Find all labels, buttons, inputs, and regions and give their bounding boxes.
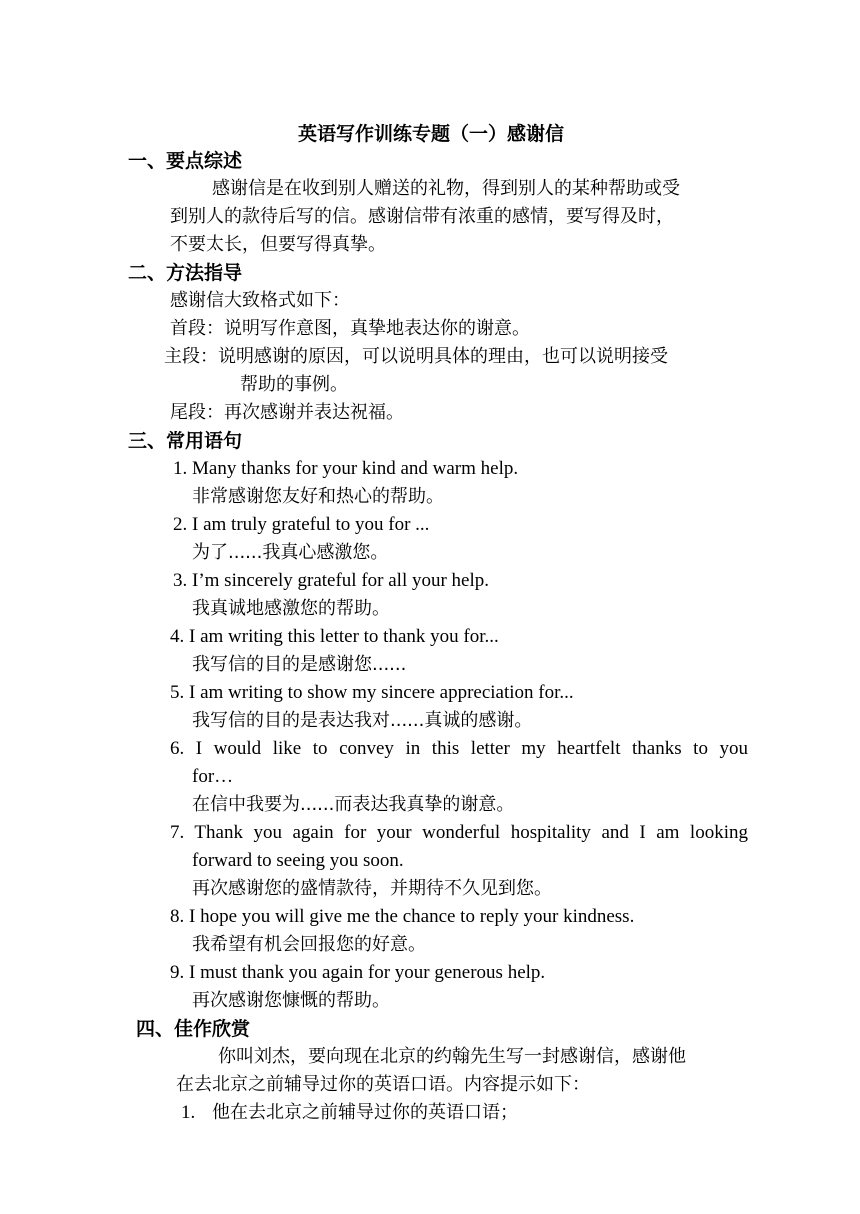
phrase-7-english-cont: forward to seeing you soon. [192, 850, 404, 871]
phrase-2-english: 2. I am truly grateful to you for ... [173, 514, 430, 535]
overview-paragraph-line-1: 感谢信是在收到别人赠送的礼物，得到别人的某种帮助或受 [212, 178, 680, 199]
phrase-8-english: 8. I hope you will give me the chance to reply your kindness. [170, 906, 635, 927]
section-heading-phrases: 三、常用语句 [128, 430, 243, 452]
phrase-7-english [170, 819, 748, 847]
phrase-1-chinese: 非常感谢您友好和热心的帮助。 [192, 486, 444, 507]
method-main-paragraph: 主段：说明感谢的原因，可以说明具体的理由，也可以说明接受 [164, 346, 668, 367]
sample-item-1-text: 他在去北京之前辅导过你的英语口语； [212, 1102, 518, 1123]
phrase-2-chinese: 为了......我真心感激您。 [192, 542, 389, 563]
method-first-paragraph: 首段：说明写作意图，真挚地表达你的谢意。 [170, 318, 530, 339]
method-last-paragraph: 尾段：再次感谢并表达祝福。 [170, 402, 404, 423]
overview-paragraph-line-2: 到别人的款待后写的信。感谢信带有浓重的感情，要写得及时， [170, 206, 674, 227]
method-main-paragraph-cont: 帮助的事例。 [240, 374, 348, 395]
section-heading-overview: 一、要点综述 [128, 150, 243, 172]
phrase-1-english: 1. Many thanks for your kind and warm help. [173, 458, 519, 479]
phrase-7-chinese: 再次感谢您的盛情款待，并期待不久见到您。 [192, 878, 552, 899]
phrase-8-chinese: 我希望有机会回报您的好意。 [192, 934, 426, 955]
phrase-9-chinese: 再次感谢您慷慨的帮助。 [192, 990, 390, 1011]
phrase-6-english-cont: for… [192, 766, 234, 787]
method-format-intro: 感谢信大致格式如下： [170, 290, 350, 311]
page-title: 英语写作训练专题（一）感谢信 [298, 123, 565, 145]
sample-prompt-line-2: 在去北京之前辅导过你的英语口语。内容提示如下： [176, 1074, 590, 1095]
sample-prompt-line-1: 你叫刘杰，要向现在北京的约翰先生写一封感谢信，感谢他 [218, 1046, 686, 1067]
phrase-6-chinese: 在信中我要为......而表达我真挚的谢意。 [192, 794, 515, 815]
phrase-6-english-text: 6. I would like to convey in this letter my heartfelt thanks to you [170, 738, 748, 759]
sample-item-1-number: 1. [181, 1102, 196, 1123]
section-heading-sample: 四、佳作欣赏 [136, 1018, 251, 1040]
phrase-4-chinese: 我写信的目的是感谢您...... [192, 654, 407, 675]
phrase-9-english: 9. I must thank you again for your generous help. [170, 962, 546, 983]
phrase-5-english: 5. I am writing to show my sincere appreciation for... [170, 682, 574, 703]
section-heading-method: 二、方法指导 [128, 262, 243, 284]
phrase-5-chinese: 我写信的目的是表达我对......真诚的感谢。 [192, 710, 533, 731]
phrase-6-english [170, 735, 748, 763]
overview-paragraph-line-3: 不要太长，但要写得真挚。 [170, 234, 386, 255]
phrase-3-english: 3. I’m sincerely grateful for all your help. [173, 570, 490, 591]
phrase-3-chinese: 我真诚地感激您的帮助。 [192, 598, 390, 619]
phrase-4-english: 4. I am writing this letter to thank you for... [170, 626, 499, 647]
phrase-7-english-text: 7. Thank you again for your wonderful hospitality and I am looking [170, 822, 748, 843]
